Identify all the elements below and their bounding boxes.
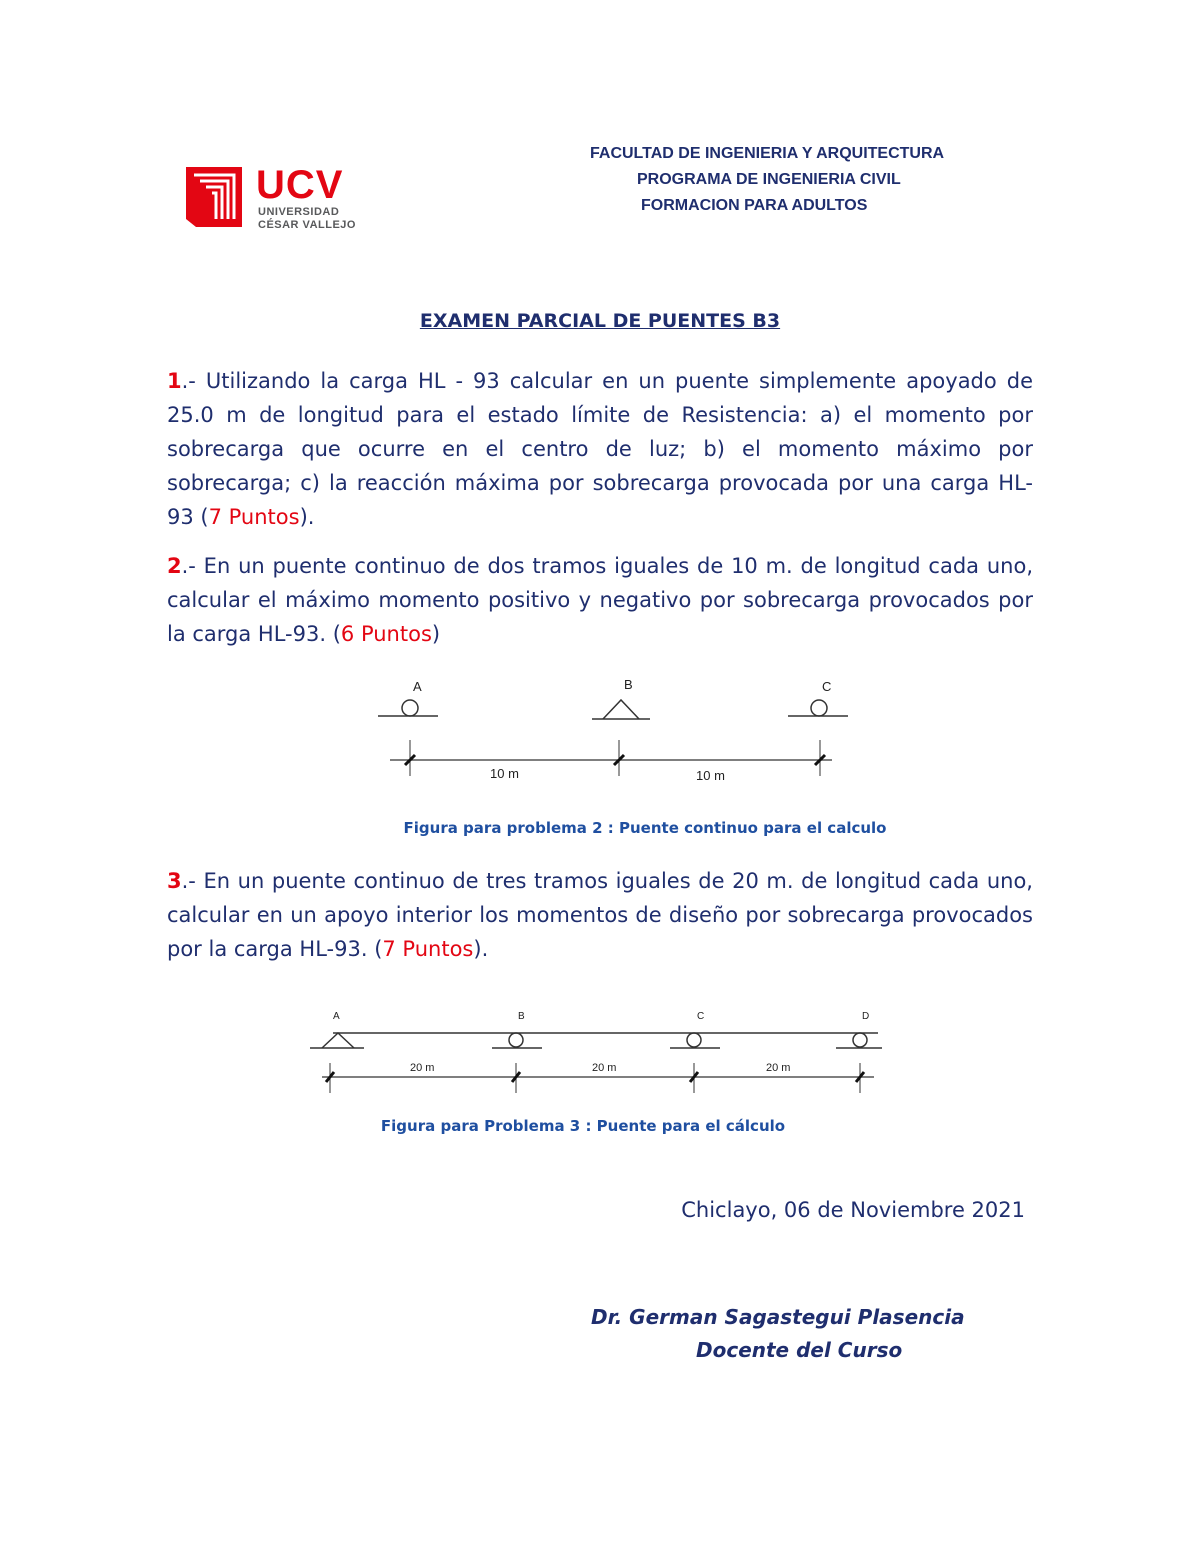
support-c-label: C — [822, 679, 832, 694]
support-b-roller — [492, 1033, 542, 1048]
date-location: Chiclayo, 06 de Noviembre 2021 — [681, 1198, 1025, 1222]
problem-3-end: ). — [473, 937, 489, 961]
logo-wordmark: UCV — [256, 163, 344, 207]
dimension-line — [390, 740, 832, 776]
logo-subtitle-1: UNIVERSIDAD — [258, 206, 340, 218]
problem-1-number: 1 — [167, 369, 182, 393]
problem-1-end: ). — [299, 505, 315, 529]
support-c-label: C — [697, 1011, 705, 1022]
problem-2-number: 2 — [167, 554, 182, 578]
problem-3-points: 7 Puntos — [382, 937, 474, 961]
problem-1 — [167, 364, 1033, 534]
figure-2-caption: Figura para Problema 3 : Puente para el cálculo — [380, 1117, 786, 1135]
problem-1-text: .- Utilizando la carga HL - 93 calcular en un puente simplemente apoyado de 25.0 m de longitud para el estado límite de Resistencia: a) el momento por sobrecarga que ocurre en el centro de luz; b) el momento máximo por sobrecarga; c) la reacción máxima por sobrecarga provocada por una carga HL-93 ( — [167, 369, 1033, 529]
support-b-pin — [592, 700, 650, 719]
figure-two-span-beam — [370, 672, 850, 787]
exam-title: EXAMEN PARCIAL DE PUENTES B3 — [419, 310, 781, 332]
figure-three-span-beam — [308, 1005, 888, 1100]
support-d-roller — [836, 1033, 882, 1048]
header-modality: FORMACION PARA ADULTOS — [641, 197, 868, 214]
support-b-label: B — [624, 677, 633, 692]
problem-2-points: 6 Puntos — [340, 622, 432, 646]
signatory-role: Docente del Curso — [696, 1338, 903, 1362]
ucv-emblem-icon — [186, 163, 248, 235]
problem-3-number: 3 — [167, 869, 182, 893]
problem-2-end: ) — [431, 622, 441, 646]
problem-1-points: 7 Puntos — [208, 505, 300, 529]
support-a-label: A — [333, 1011, 340, 1022]
support-b-label: B — [518, 1011, 525, 1022]
figure-1-caption: Figura para problema 2 : Puente continuo para el calculo — [403, 819, 887, 837]
span-1-label: 20 m — [410, 1062, 435, 1074]
span-2-label: 20 m — [592, 1062, 617, 1074]
logo-subtitle-2: CÉSAR VALLEJO — [258, 219, 356, 231]
span-1-label: 10 m — [490, 766, 519, 781]
header-faculty: FACULTAD DE INGENIERIA Y ARQUITECTURA — [590, 145, 945, 162]
ucv-logo — [186, 163, 356, 235]
span-2-label: 10 m — [696, 768, 725, 783]
support-a-pin — [310, 1033, 364, 1048]
problem-2-text: .- En un puente continuo de dos tramos iguales de 10 m. de longitud cada uno, calcular el máximo momento positivo y negativo por sobrecarga provocados por la carga HL-93. ( — [167, 554, 1033, 646]
problem-3-text: .- En un puente continuo de tres tramos iguales de 20 m. de longitud cada uno, calcular en un apoyo interior los momentos de diseño por sobrecarga provocados por la carga HL-93. ( — [167, 869, 1033, 961]
support-c-roller — [670, 1033, 720, 1048]
problem-3 — [167, 864, 1033, 966]
support-d-label: D — [862, 1011, 870, 1022]
header-program: PROGRAMA DE INGENIERIA CIVIL — [637, 171, 901, 188]
problem-2 — [167, 549, 1033, 651]
span-3-label: 20 m — [766, 1062, 791, 1074]
support-a-label: A — [413, 679, 422, 694]
signatory-name: Dr. German Sagastegui Plasencia — [591, 1305, 965, 1329]
support-c-roller — [788, 700, 848, 716]
support-a-roller — [378, 700, 438, 716]
